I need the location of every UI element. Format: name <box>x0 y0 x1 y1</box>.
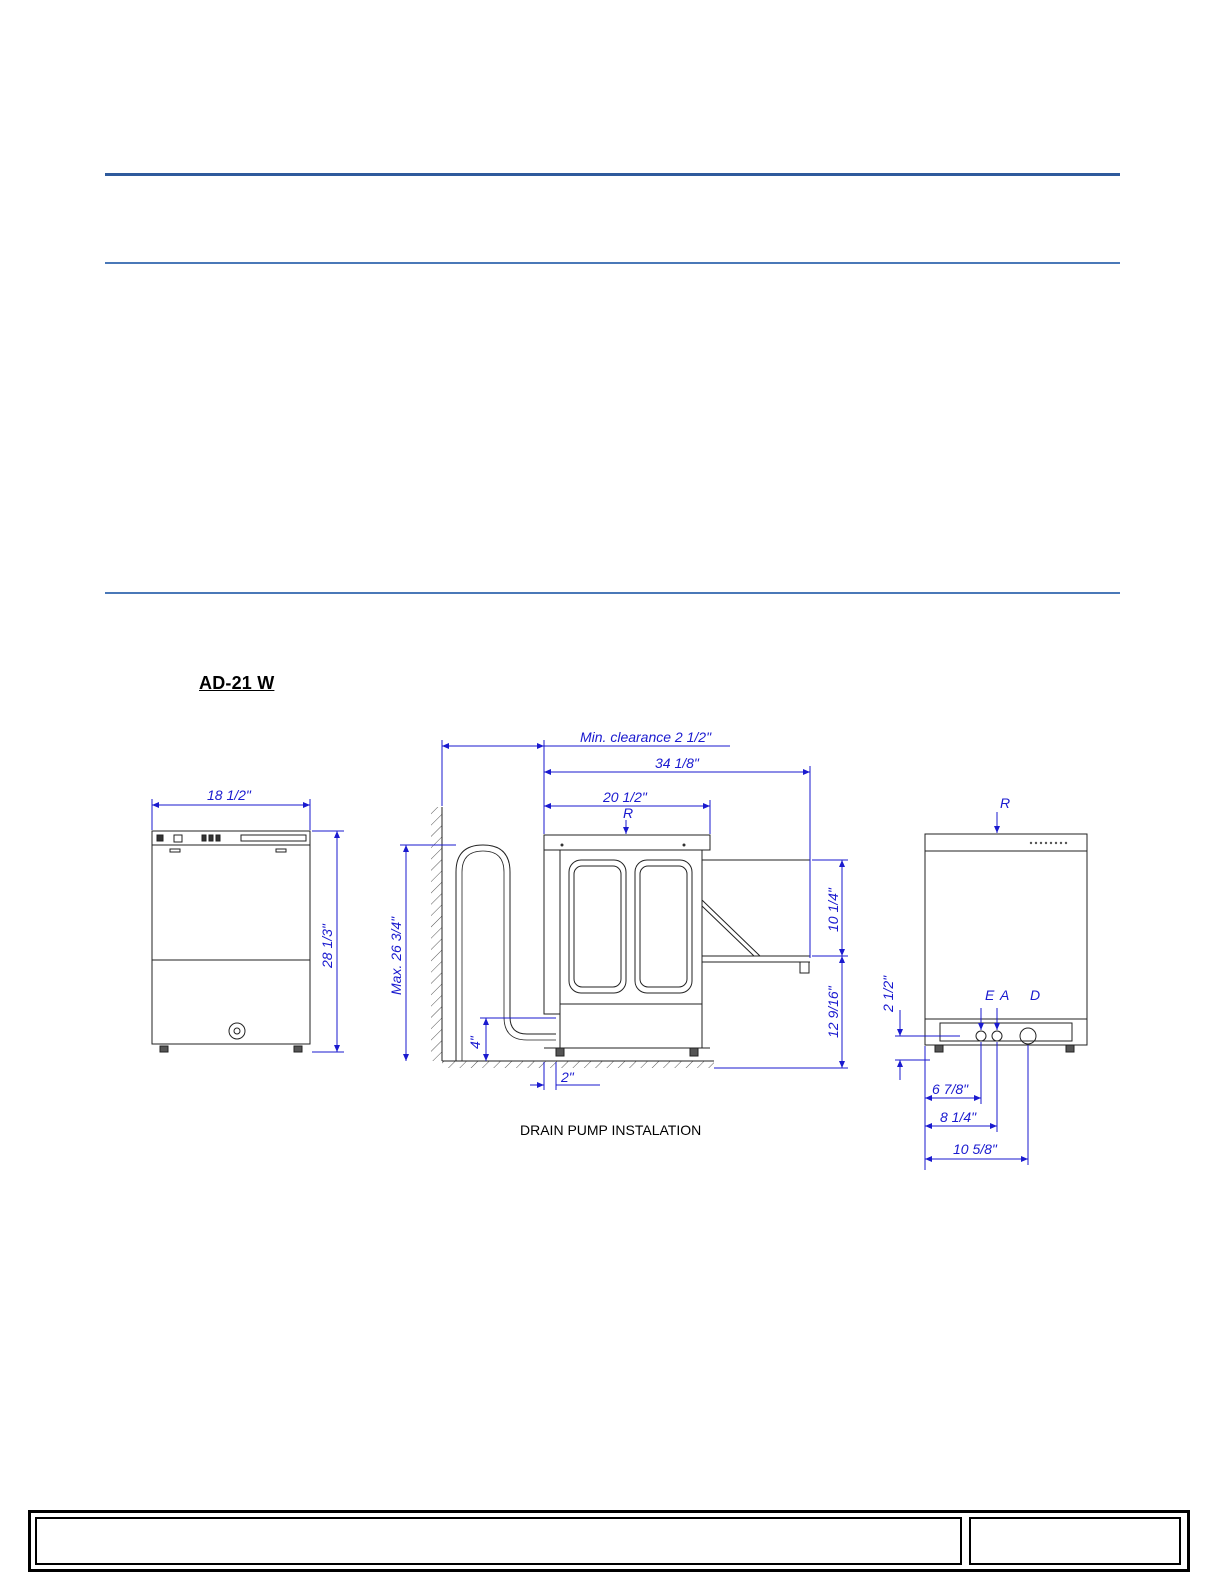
rear-view <box>925 834 1087 1052</box>
rear-foot-right <box>1066 1045 1074 1052</box>
connection-e-icon <box>976 1031 986 1041</box>
front-door <box>152 845 310 960</box>
side-top-cover <box>544 835 710 850</box>
rear-foot-left <box>935 1045 943 1052</box>
button-3 <box>216 835 220 841</box>
drain-hose-inner <box>462 851 556 1061</box>
side-top-mark: R <box>623 805 634 821</box>
side-base <box>560 1004 702 1048</box>
clearance-label: Min. clearance 2 1/2" <box>580 729 712 745</box>
rear-connection-panel <box>940 1023 1072 1041</box>
door-height-label: 10 1/4" <box>825 888 841 932</box>
front-dimensions <box>152 799 344 1052</box>
footer-right-box <box>969 1517 1181 1565</box>
switch-icon <box>174 835 182 842</box>
door-strut <box>702 900 760 956</box>
front-drain-knob-center <box>234 1028 240 1034</box>
max-drain-label: Max. 26 3/4" <box>388 916 404 995</box>
depth-open-label: 34 1/8" <box>655 755 699 771</box>
connection-d-icon <box>1020 1028 1036 1044</box>
front-foot-left <box>160 1046 168 1052</box>
button-2 <box>209 835 213 841</box>
front-control-panel <box>152 831 310 845</box>
dist-e-label: 6 7/8" <box>932 1081 969 1097</box>
rear-top-panel <box>925 834 1087 851</box>
footer-frame <box>28 1510 1190 1572</box>
front-foot-right <box>294 1046 302 1052</box>
front-height-label: 28 1/3" <box>319 924 335 968</box>
dist-a-label: 8 1/4" <box>940 1109 977 1125</box>
floor-hatch <box>442 1061 714 1068</box>
button-1 <box>202 835 206 841</box>
offset-label: 2" <box>561 1069 574 1085</box>
door-hinge-left <box>170 849 180 852</box>
side-front-panel <box>544 850 560 1014</box>
depth-label: 20 1/2" <box>603 789 647 805</box>
connection-a-icon <box>992 1031 1002 1041</box>
drain-min-label: 4" <box>467 1036 483 1049</box>
model-title: AD-21 W <box>199 673 275 693</box>
door-window-inner-left <box>574 866 621 987</box>
side-foot-right <box>690 1048 698 1056</box>
side-foot-left <box>556 1048 564 1056</box>
door-window-outer-right <box>635 860 692 993</box>
rear-top-mark: R <box>1000 795 1011 811</box>
front-drain-knob <box>229 1023 245 1039</box>
dist-d-label: 10 5/8" <box>953 1141 997 1157</box>
side-body <box>560 850 702 1004</box>
door-hinge-right <box>276 849 286 852</box>
door-window-inner-right <box>640 866 687 987</box>
side-view <box>431 807 810 1068</box>
power-icon <box>157 835 163 841</box>
front-width-label: 18 1/2" <box>207 787 251 803</box>
label-d: D <box>1030 987 1041 1003</box>
footer-left-box <box>35 1517 962 1565</box>
label-a: A <box>1000 987 1010 1003</box>
front-view <box>152 831 310 1052</box>
conn-height-label: 2 1/2" <box>880 975 896 1012</box>
front-lower-panel <box>152 960 310 1044</box>
door-window-outer-left <box>569 860 626 993</box>
label-e: E <box>985 987 995 1003</box>
door-latch <box>800 962 809 973</box>
drawing-caption: DRAIN PUMP INSTALATION <box>520 1122 702 1138</box>
display-strip <box>241 835 306 841</box>
door-floor-label: 12 9/16" <box>825 986 841 1038</box>
